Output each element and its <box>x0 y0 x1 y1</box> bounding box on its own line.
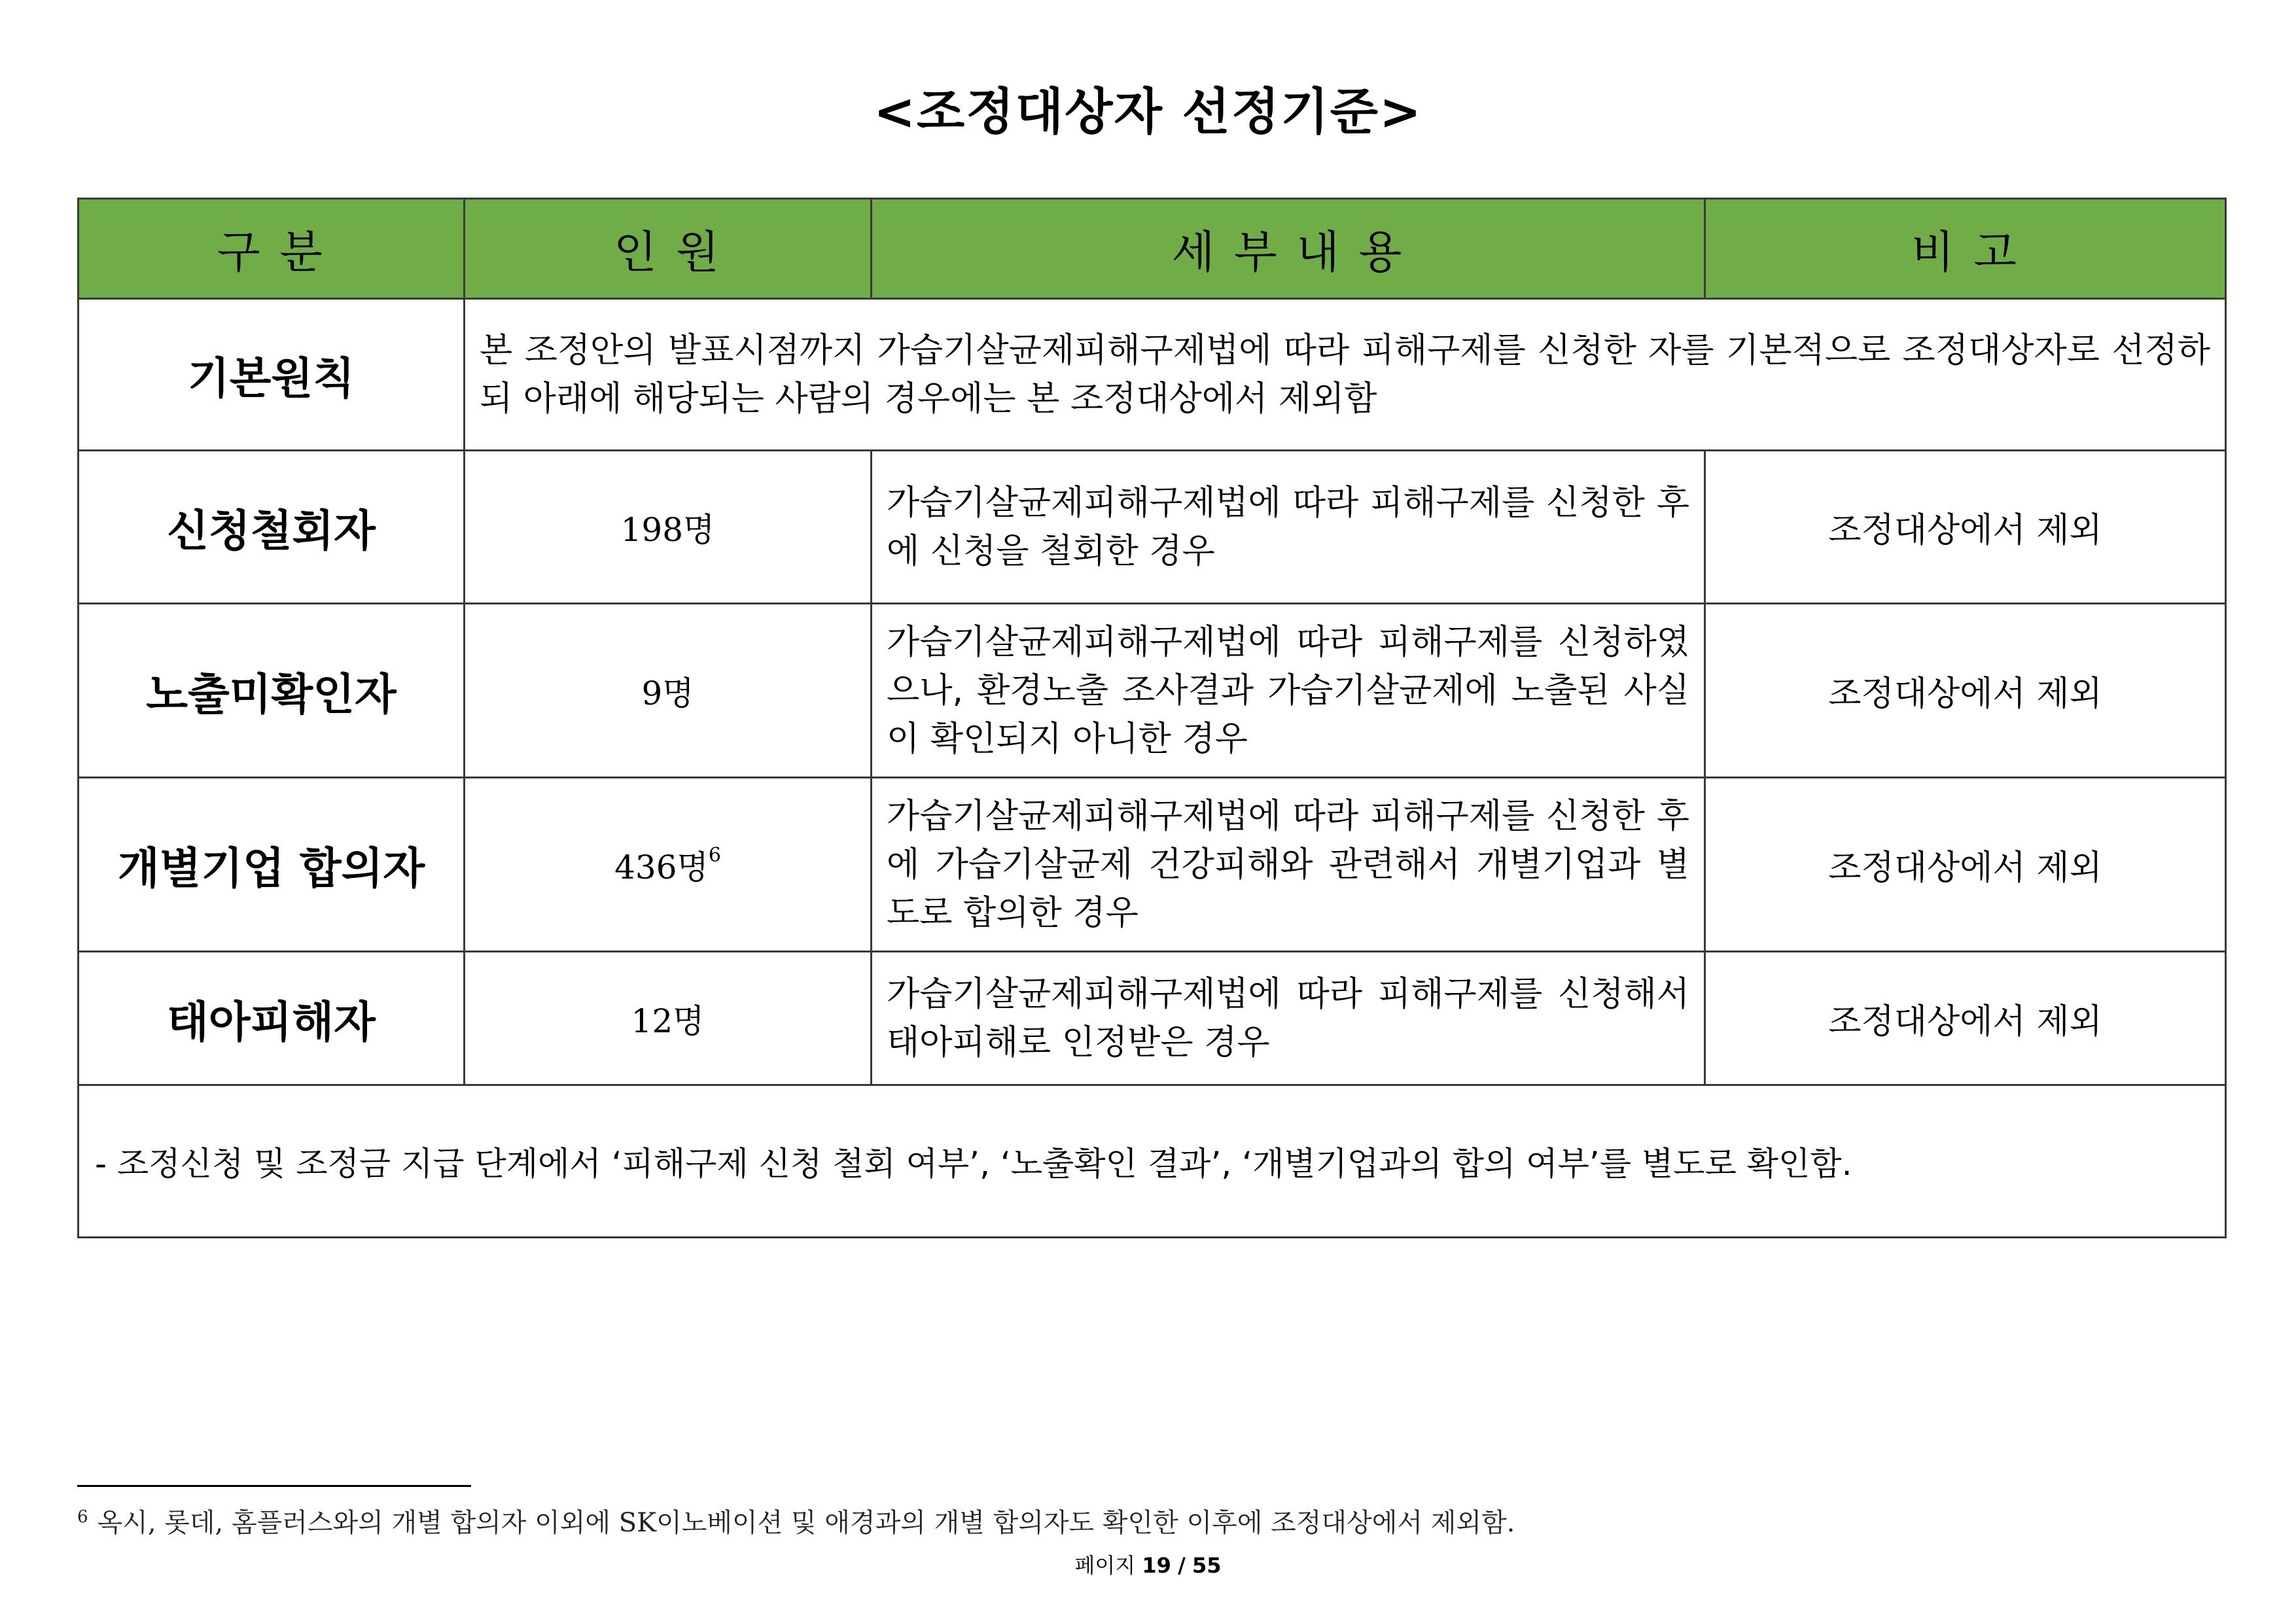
table-row <box>79 952 2226 1085</box>
footnote-ref[interactable]: 6 <box>708 843 721 867</box>
header-detail: 세 부 내 용 <box>872 199 1705 299</box>
row-note: 조정대상에서 제외 <box>1705 952 2226 1085</box>
header-note: 비 고 <box>1705 199 2226 299</box>
principle-text: 본 조정안의 발표시점까지 가습기살균제피해구제법에 따라 피해구제를 신청한 자를 기본적으로 조정대상자로 선정하되 아래에 해당되는 사람의 경우에는 본 조정대상에서 제외함 <box>465 299 2226 451</box>
principle-category: 기본원칙 <box>79 299 465 451</box>
header-category: 구 분 <box>79 199 465 299</box>
footnote <box>77 1502 2236 1539</box>
page-number <box>0 1549 2296 1579</box>
row-category: 개별기업 합의자 <box>79 778 465 952</box>
footnote-divider <box>77 1485 471 1487</box>
row-detail: 가습기살균제피해구제법에 따라 피해구제를 신청해서 태아피해로 인정받은 경우 <box>872 952 1705 1085</box>
page-current: 19 <box>1142 1553 1171 1578</box>
header-count: 인 원 <box>465 199 872 299</box>
row-count: 198명 <box>465 451 872 604</box>
page-separator: / <box>1178 1553 1186 1578</box>
selection-criteria-table <box>77 198 2227 1238</box>
table-row <box>79 451 2226 604</box>
footnote-mark: 6 <box>77 1507 88 1527</box>
row-detail: 가습기살균제피해구제법에 따라 피해구제를 신청한 후에 가습기살균제 건강피해와 관련해서 개별기업과 별도로 합의한 경우 <box>872 778 1705 952</box>
row-count <box>465 778 872 952</box>
row-detail: 가습기살균제피해구제법에 따라 피해구제를 신청하였으나, 환경노출 조사결과 가습기살균제에 노출된 사실이 확인되지 아니한 경우 <box>872 604 1705 778</box>
row-category: 신청철회자 <box>79 451 465 604</box>
row-category: 태아피해자 <box>79 952 465 1085</box>
row-count: 12명 <box>465 952 872 1085</box>
footnote-text: 옥시, 롯데, 홈플러스와의 개별 합의자 이외에 SK이노베이션 및 애경과의 개별 합의자도 확인한 이후에 조정대상에서 제외함. <box>97 1508 1515 1538</box>
row-note: 조정대상에서 제외 <box>1705 451 2226 604</box>
page-title: <조정대상자 선정기준> <box>874 82 1422 141</box>
page-total: 55 <box>1192 1553 1222 1578</box>
row-count: 9명 <box>465 604 872 778</box>
row-detail: 가습기살균제피해구제법에 따라 피해구제를 신청한 후에 신청을 철회한 경우 <box>872 451 1705 604</box>
row-count-value: 436명 <box>614 848 709 886</box>
table-header-row <box>79 199 2226 299</box>
table-row <box>79 778 2226 952</box>
row-category: 노출미확인자 <box>79 604 465 778</box>
table-row <box>79 604 2226 778</box>
row-note: 조정대상에서 제외 <box>1705 778 2226 952</box>
table-footer-row <box>79 1085 2226 1238</box>
page-label: 페이지 <box>1074 1553 1136 1578</box>
principle-row <box>79 299 2226 451</box>
table-footer-text: - 조정신청 및 조정금 지급 단계에서 ‘피해구제 신청 철회 여부’, ‘노출확인 결과’, ‘개별기업과의 합의 여부’를 별도로 확인함. <box>79 1085 2226 1238</box>
row-note: 조정대상에서 제외 <box>1705 604 2226 778</box>
